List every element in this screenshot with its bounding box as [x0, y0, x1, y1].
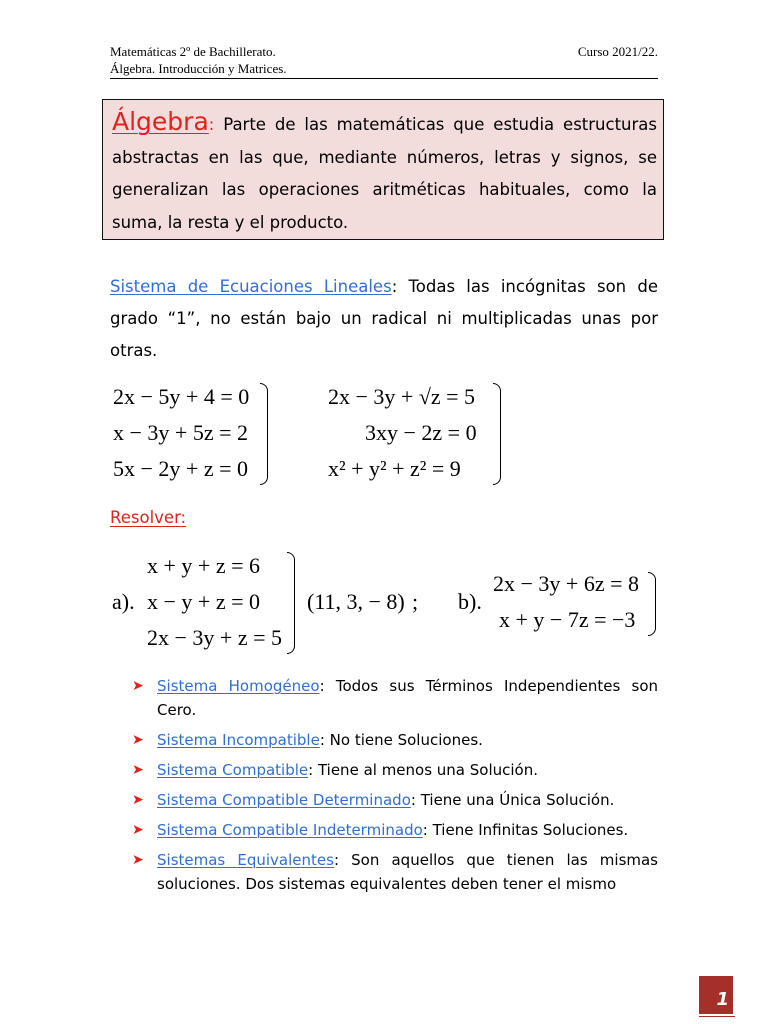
- definitions-list: [132, 674, 658, 902]
- definition-text: Parte de las matemáticas que estudia estructuras abstractas en las que, mediante números, letras y signos, se generalizan las operaciones aritméticas habituales, como la suma, la resta y el producto.: [112, 115, 657, 232]
- equation: 2x − 3y + 6z = 8: [493, 571, 639, 596]
- list-item-term[interactable]: Sistema Incompatible: [157, 731, 320, 749]
- equation: 2x − 3y + √z = 5: [328, 384, 476, 409]
- linear-systems-term[interactable]: Sistema de Ecuaciones Lineales: [110, 277, 392, 296]
- equation: 2x − 3y + z = 5: [147, 625, 282, 650]
- example-system-right: [328, 379, 477, 487]
- list-item: [132, 848, 658, 896]
- list-item-text: : Tiene al menos una Solución.: [308, 761, 539, 779]
- list-item-term[interactable]: Sistema Compatible Indeterminado: [157, 821, 423, 839]
- exercise-b-system: [493, 566, 639, 638]
- list-item-term[interactable]: Sistemas Equivalentes: [157, 851, 334, 869]
- exercise-b-label: b).: [458, 589, 482, 614]
- resolver-label: Resolver:: [110, 508, 187, 527]
- list-item: [132, 758, 658, 782]
- equation: 5x − 2y + z = 0: [113, 456, 248, 481]
- arrow-bullet-icon: ➤: [132, 678, 144, 694]
- page-number-badge: [699, 976, 733, 1014]
- arrow-bullet-icon: ➤: [132, 762, 144, 778]
- exercise-a-solution: (11, 3, − 8): [307, 589, 405, 614]
- arrow-bullet-icon: ➤: [132, 822, 144, 838]
- brace: [260, 383, 268, 485]
- list-item-term[interactable]: Sistema Compatible Determinado: [157, 791, 411, 809]
- list-item: [132, 788, 658, 812]
- equation: x + y − 7z = −3: [499, 607, 636, 632]
- list-item-text: : Son aquellos que tienen las mismas soluciones. Dos sistemas equivalentes deben tener el mismo: [157, 851, 658, 893]
- exercise-a-label: a).: [112, 589, 135, 614]
- list-item: [132, 674, 658, 722]
- exercise-a-system: [147, 548, 282, 656]
- example-system-left: [113, 379, 249, 487]
- list-item-text: : Todos sus Términos Independientes son Cero.: [157, 677, 658, 719]
- linear-systems-text: : Todas las incógnitas son de grado “1”, no están bajo un radical ni multiplicadas unas por otras.: [110, 277, 658, 360]
- brace: [493, 383, 501, 485]
- arrow-bullet-icon: ➤: [132, 732, 144, 748]
- list-item: [132, 818, 658, 842]
- equation: 3xy − 2z = 0: [365, 420, 477, 445]
- equation: 2x − 5y + 4 = 0: [113, 384, 250, 409]
- equation: x + y + z = 6: [147, 553, 260, 578]
- header-topic: Álgebra. Introducción y Matrices.: [110, 61, 287, 76]
- list-item-text: : Tiene Infinitas Soluciones.: [422, 821, 629, 839]
- equation: x − 3y + 5z = 2: [113, 420, 248, 445]
- definition-box: [102, 99, 664, 240]
- definition-colon: :: [208, 115, 215, 134]
- list-item-term[interactable]: Sistema Homogéneo: [157, 677, 320, 695]
- page-number-underline: [699, 1016, 735, 1017]
- document-header-left: [110, 43, 287, 77]
- equation: x² + y² + z² = 9: [328, 456, 461, 481]
- brace: [648, 572, 656, 636]
- arrow-bullet-icon: ➤: [132, 792, 144, 808]
- list-item-text: : No tiene Soluciones.: [319, 731, 483, 749]
- list-item-term[interactable]: Sistema Compatible: [157, 761, 309, 779]
- page-number: 1: [716, 989, 729, 1010]
- header-subject: Matemáticas 2º de Bachillerato.: [110, 44, 276, 59]
- header-course: Curso 2021/22.: [577, 44, 658, 59]
- arrow-bullet-icon: ➤: [132, 852, 144, 868]
- list-item: [132, 728, 658, 752]
- brace: [287, 552, 295, 654]
- exercise-separator: ;: [412, 589, 419, 614]
- header-divider: [110, 78, 658, 79]
- list-item-text: : Tiene una Única Solución.: [410, 791, 615, 809]
- equation: x − y + z = 0: [147, 589, 260, 614]
- linear-systems-paragraph: [110, 271, 658, 367]
- definition-term: Álgebra: [112, 107, 209, 136]
